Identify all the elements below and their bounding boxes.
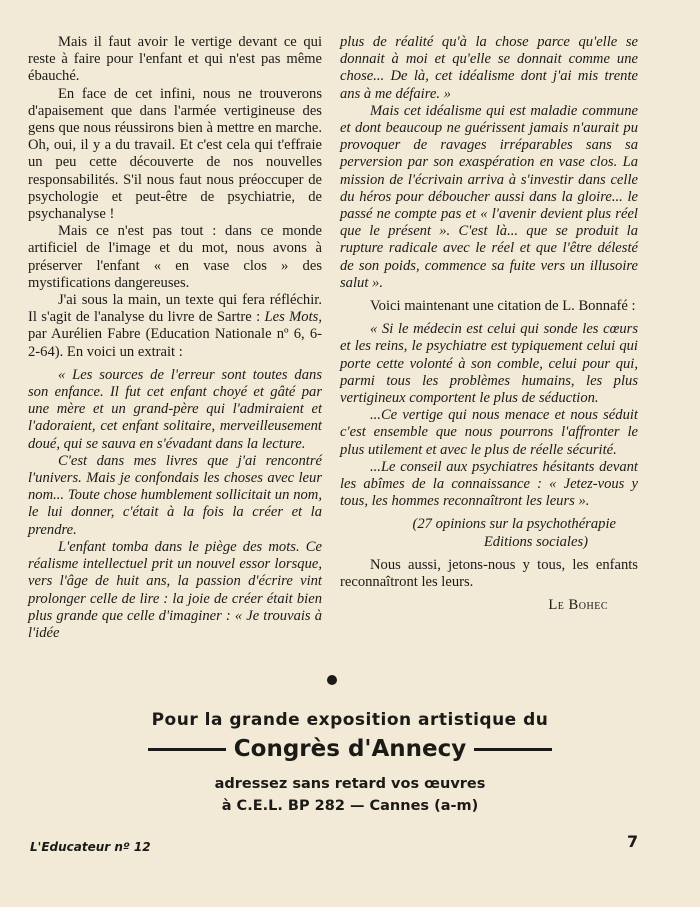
rule-left — [148, 748, 226, 751]
quote-paragraph: plus de réalité qu'à la chose parce qu'elle se donnait à moi et qu'elle se donnait comme une chose... De là, cet idéalisme dont j'ai mis trente ans à me défaire. » — [340, 34, 638, 102]
ad-address: à C.E.L. BP 282 — Cannes (a-m) — [221, 798, 479, 814]
book-title: Les Mots — [264, 309, 319, 326]
source-citation: Editions sociales) — [483, 533, 588, 550]
journal-issue: L'Educateur nº 12 — [30, 840, 151, 854]
signature: Le Bohec — [548, 597, 608, 614]
text-span: , par Aurélien Fabre (Education Nationale nº 6, 6-2-64). En voici un extrait : — [28, 309, 322, 360]
bullet-separator — [327, 675, 337, 685]
quote-paragraph: Mais cet idéalisme qui est maladie commune et dont beaucoup ne guérissent jamais n'aurait pu provoquer de ravages irréparables sans sa perversion par son exaspération en vase clos. La mission de l'écrivain arriva à s'investir dans celle du héros pour déboucher aussi dans la gloire... le passé ne compte pas et « l'avenir devient plus réel que le présent ». C'est là... que se produit la rupture radicale avec le réel et que l'être délesté de son poids, commence sa fuite vers un illusoire salut ». — [340, 102, 638, 291]
quote-paragraph: L'enfant tomba dans le piège des mots. Ce réalisme intellectuel prit un nouvel essor lorsque, vers l'âge de huit ans, la passion d'écrire vint prolonger celle de lire : la joie de créer était bien plus grande que celle d'imaginer : « Je trouvais à l'idée — [28, 538, 322, 641]
page-number: 7 — [627, 832, 639, 851]
text-span: J'ai sous la main, un texte qui fera réfléchir. Il s'agit de l'analyse du livre de Sartre : — [28, 292, 322, 326]
source-citation: (27 opinions sur la psychothérapie — [412, 516, 616, 533]
quote-paragraph: ...Ce vertige qui nous menace et nous séduit c'est ensemble que nous pourrons l'affronter le plus utilement et avec le plus de réelle sécurité. — [340, 407, 638, 458]
quote-paragraph: « Si le médecin est celui qui sonde les cœurs et les reins, le psychiatre est typiquement celui qui porte cette volonté à son comble, celui pour qui, parmi tous les problèmes humains, les plus vertigineux comportent le plus de séduction. — [340, 321, 638, 407]
paragraph: En face de cet infini, nous ne trouverons d'apaisement que dans l'armée vertigineuse des gens que nous réussirons bien à mettre en marche. Oh, oui, il y a du travail. Et c'est cela qui t'effraie un peu cette découverte de nos nouvelles responsabilités. S'il nous faut nous préoccuper de psychologie et peut-être de psychiatrie, de psychanalyse ! — [28, 85, 322, 223]
quote-paragraph: ...Le conseil aux psychiatres hésitants devant les abîmes de la connaissance : « Jetez-vous y tous, les hommes reconnaîtront les leurs ». — [340, 458, 638, 510]
paragraph: Mais il faut avoir le vertige devant ce qui reste à faire pour l'enfant et qui n'est pas même ébauché. — [28, 34, 322, 85]
paragraph-sartre-intro — [28, 292, 322, 361]
ad-title-row — [0, 736, 700, 762]
ad-instruction: adressez sans retard vos œuvres — [214, 776, 486, 792]
quote-paragraph: C'est dans mes livres que j'ai rencontré l'univers. Mais je confondais les choses avec leur nom... Toute chose humblement sollicitait un nom, le lui donner, c'était à la fois la créer et la prendre. — [28, 452, 322, 538]
paragraph: Nous aussi, jetons-nous y tous, les enfants reconnaîtront les leurs. — [340, 556, 638, 591]
ad-title: Congrès d'Annecy — [233, 736, 467, 762]
ad-headline: Pour la grande exposition artistique du — [151, 710, 549, 730]
left-column — [28, 34, 322, 642]
paragraph: Voici maintenant une citation de L. Bonnafé : — [370, 298, 636, 315]
paragraph: Mais ce n'est pas tout : dans ce monde artificiel de l'image et du mot, nous avons à préserver l'enfant « en vase clos » des mystifications dangereuses. — [28, 223, 322, 291]
rule-right — [474, 748, 552, 751]
quote-paragraph: « Les sources de l'erreur sont toutes dans son enfance. Il fut cet enfant choyé et gâté par une mère et un grand-père qui l'admiraient et l'adoraient, cet enfant solitaire, merveilleusement doué, qui se sauva en s'évadant dans la lecture. — [28, 366, 322, 452]
right-column — [340, 34, 638, 615]
